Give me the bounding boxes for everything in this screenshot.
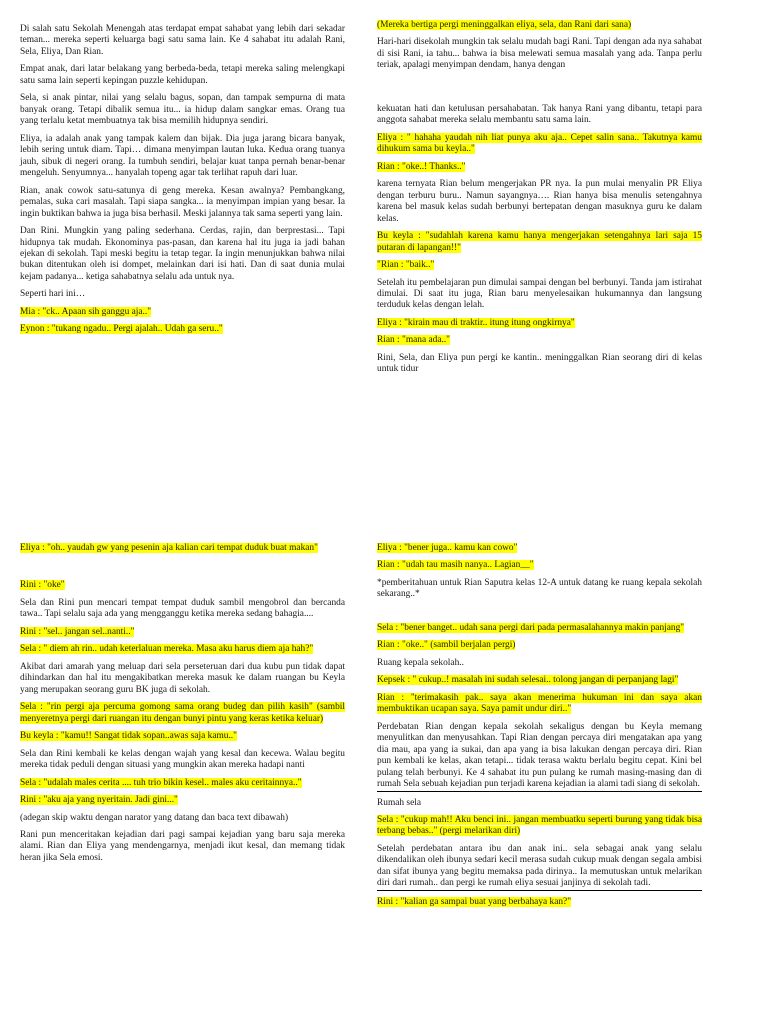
paragraph-text: Rini : "sel.. jangan sel..nanti.." [20, 626, 135, 637]
paragraph-text: Sela, si anak pintar, nilai yang selalu bagus, sopan, dan tampak sempurna di mata banyak orang. Tetapi dibalik semua itu... ia hidup dalam sangkar emas. Orang tua yang terlalu ketat membuatnya tak bisa memilih hidupnya sendiri. [20, 93, 345, 127]
paragraph-text: Di salah satu Sekolah Menengah atas terdapat empat sahabat yang lebih dari sekadar teman... mereka seperti keluarga bagi satu sama lain. Ke 4 sahabat itu adalah Rani, Sela, Eliya, Dan Rian. [20, 24, 345, 57]
narrative-paragraph [20, 598, 345, 621]
narrative-paragraph [20, 662, 345, 696]
paragraph-text: kekuatan hati dan ketulusan persahabatan. Tak hanya Rani yang dibantu, tetapi para anggota sahabat mereka selalu membantu satu sama lain. [377, 103, 702, 126]
dialogue-line [377, 815, 702, 838]
dialogue-line [377, 897, 702, 908]
paragraph-text: (Mereka bertiga pergi meninggalkan eliya, sela, dan Rani dari sana) [377, 20, 632, 30]
narrative-paragraph [377, 179, 702, 225]
column-bottom-left [20, 543, 345, 870]
paragraph-text: Rian, anak cowok satu-satunya di geng mereka. Kesan awalnya? Pembangkang, pemalas, suka cari masalah. Tapi siapa sangka... ia menyimpan impian yang besar. Ia ingin buktikan bahwa ia juga bisa berhasil. Meski jalannya tak sama seperti yang lain. [20, 185, 345, 219]
dialogue-line [377, 231, 702, 254]
paragraph-text: Rumah sela [377, 797, 422, 808]
narrative-paragraph [377, 798, 702, 809]
paragraph-text: Perdebatan Rian dengan kepala sekolah sekaligus dengan bu Keyla memang menyulitkan dan menyusahkan. Tapi Rian dengan percaya diri mengatakan apa yang dia mau, apa yang ia sukai, dan apa yang ia bisa lakukan dengan percaya diri. Rian pun kembali ke kelas, akan tetapi... tidak terasa waktu berlalu begitu cepat. Kini bel pulang telah berbunyi. Ke 4 sahabat itu pun pulang ke rumah masing-masing dan di rumah Sela sebuah kejadian pun terjadi karena kejadian ia alami tadi siang di sekolah. [377, 721, 702, 790]
paragraph-text: Dan Rini. Mungkin yang paling sederhana. Cerdas, rajin, dan berprestasi... Tapi hidupnya tak mudah. Ekonominya pas-pasan, dan karena hal itu juga ia jadi bahan ejekan di sekolah. Tapi meski begitu ia tetap tegar. Ia ingin menunjukkan bahwa nilai bukan ditentukan oleh isi dompet, melainkan dari isi hati. Dan di saat dunia mulai kejam padanya... ketiga sahabatnya selalu ada untuk nya. [20, 226, 345, 282]
dialogue-line [20, 543, 345, 554]
paragraph-text: Rian : "oke..! Thanks.." [377, 161, 466, 172]
narrative-paragraph [20, 93, 345, 127]
narrative-paragraph [20, 186, 345, 220]
narrative-paragraph [377, 104, 702, 127]
dialogue-line [377, 623, 702, 634]
dialogue-line [377, 20, 702, 31]
paragraph-text: Rini : "aku aja yang nyeritain. Jadi gini..." [20, 795, 178, 806]
paragraph-text: Sela : "udalah males cerita .... tuh trio bikin kesel.. males aku ceritainnya.." [20, 777, 302, 788]
narrative-paragraph [377, 844, 702, 891]
dialogue-line [377, 335, 702, 346]
paragraph-text: Kepsek : " cukup..! masalah ini sudah selesai.. tolong jangan di perpanjang lagi" [377, 675, 679, 686]
paragraph-text: Bu keyla : "kamu!! Sangat tidak sopan..awas saja kamu.." [20, 731, 237, 742]
dialogue-line [377, 318, 702, 329]
narrative-paragraph [20, 134, 345, 180]
paragraph-text: Sela : "cukup mah!! Aku benci ini.. jangan membuatku seperti burung yang tidak bisa terbang bebas.." (pergi melarikan diri) [377, 814, 702, 837]
narrative-paragraph [377, 578, 702, 601]
narrative-paragraph [377, 278, 702, 312]
dialogue-line [20, 702, 345, 725]
dialogue-line [377, 162, 702, 173]
narrative-paragraph [377, 37, 702, 71]
paragraph-text: Akibat dari amarah yang meluap dari sela perseteruan dari dua kubu pun tidak dapat dihindarkan dan hal itu mengakibatkan mereka masuk ke dalam ruangan bu Keyla yang merupakan seorang guru BK juga di sekolah. [20, 661, 345, 695]
dialogue-line [20, 580, 345, 591]
paragraph-text: Sela : "bener banget.. udah sana pergi dari pada permasalahannya makin panjang" [377, 622, 685, 633]
paragraph-text: Eliya : "oh.. yaudah gw yang pesenin aja kalian cari tempat duduk buat makan" [20, 543, 318, 553]
paragraph-text: Sela : " diem ah rin.. udah keterlaluan mereka. Masa aku harus diem aja hah?" [20, 644, 314, 655]
dialogue-line [377, 543, 702, 554]
paragraph-text: Setelah perdebatan antara ibu dan anak ini.. sela sebagai anak yang selalu dikendalikan oleh ibunya sedari kecil merasa sudah cukup muak dengan segala ambisi dan sifat ibunya yang begitu memaksa pada dirinya.. Ia memutuskan untuk melarikan diri dari rumah.. dan pergi ke rumah eliya sesuai janjinya di sekolah tadi. [377, 843, 702, 889]
paragraph-text: Sela : "rin pergi aja percuma gomong sama orang budeg dan pilih kasih" (sambil menyeretnya pergi dari ruangan itu dengan bunyi pintu yang keras ketika keluar) [20, 702, 345, 724]
dialogue-line [20, 324, 345, 335]
paragraph-text: Eliya : "kirain mau di traktir.. itung itung ongkirnya" [377, 317, 575, 328]
paragraph-text: Rian : "terimakasih pak.. saya akan menerima hukuman ini dan saya akan membuktikan ucapan saya. Saya pamit undur diri.." [377, 692, 702, 715]
paragraph-text: Sela dan Rini kembali ke kelas dengan wajah yang kesal dan kecewa. Walau begitu mereka tidak peduli dengan situasi yang mungkin akan mereka hadapi nanti [20, 748, 345, 771]
paragraph-text: Empat anak, dari latar belakang yang berbeda-beda, tetapi mereka saling melengkapi satu sama lain seperti kepingan puzzle kehidupan. [20, 64, 345, 86]
narrative-paragraph [20, 749, 345, 772]
paragraph-text: "Rian : "baik.." [377, 260, 435, 271]
paragraph-text: Eynon : "tukang ngadu.. Pergi ajalah.. Udah ga seru.." [20, 324, 223, 335]
paragraph-text: Eliya, ia adalah anak yang tampak kalem dan bijak. Dia juga jarang bicara banyak, lebih sering untuk diam. Tapi… dimana menyimpan lautan luka. Kedua orang tuanya jauh, sibuk di negeri orang. Ia tumbuh sendiri, belajar kuat tanpa pernah benar-benar mengeluh. Senyumnya... hanyalah topeng agar tak terlihat rapuh dari luar. [20, 133, 345, 179]
paragraph-text: Rini : "kalian ga sampai buat yang berbahaya kan?" [377, 896, 572, 907]
dialogue-line [20, 795, 345, 806]
column-top-left [20, 24, 345, 342]
dialogue-line [377, 260, 702, 271]
narrative-paragraph [20, 830, 345, 864]
dialogue-line [377, 133, 702, 156]
paragraph-text: Sela dan Rini pun mencari tempat tempat duduk sambil mengobrol dan bercanda tawa.. Tapi selalu saja ada yang mengganggu ketika mereka sedang bahagia.... [20, 597, 345, 620]
narrative-paragraph [20, 813, 345, 824]
narrative-paragraph [20, 24, 345, 58]
paragraph-text: Eliya : "bener juga.. kamu kan cowo" [377, 543, 518, 553]
dialogue-line [20, 778, 345, 789]
narrative-paragraph [377, 658, 702, 669]
paragraph-text: Bu keyla : "sudahlah karena kamu hanya mengerjakan setengahnya lari saja 15 putaran di lapangan!!" [377, 231, 702, 253]
dialogue-line [377, 693, 702, 716]
dialogue-line [377, 560, 702, 571]
dialogue-line [377, 640, 702, 651]
dialogue-line [377, 675, 702, 686]
paragraph-text: Setelah itu pembelajaran pun dimulai sampai dengan bel berbunyi. Tanda jam istirahat dimulai. Di saat itu juga, Rian baru menyelesaikan hukumannya dan langsung terduduk kelas dengan lelah. [377, 277, 702, 311]
paragraph-text: Eliya : " hahaha yaudah nih liat punya aku aja.. Cepet salin sana.. Takutnya kamu dihukum sama bu keyla.." [377, 132, 702, 155]
paragraph-text: Hari-hari disekolah mungkin tak selalu mudah bagi Rani. Tapi dengan ada nya sahabat di sisi Rani, ia tahu... bahwa ia bisa melewati semua masalah yang ada. Tanpa perlu teriak, apalagi menyimpan dendam, hanya dengan [377, 37, 702, 71]
dialogue-line [20, 731, 345, 742]
paragraph-text: Mia : "ck.. Apaan sih ganggu aja.." [20, 306, 152, 317]
paragraph-text: Rian : "oke.." (sambil berjalan pergi) [377, 640, 516, 651]
paragraph-text: Rini, Sela, dan Eliya pun pergi ke kantin.. meninggalkan Rian seorang diri di kelas untuk tidur [377, 352, 702, 375]
paragraph-text: Ruang kepala sekolah.. [377, 657, 464, 668]
column-bottom-right [377, 543, 702, 914]
narrative-paragraph [20, 226, 345, 283]
paragraph-text: Rini : "oke" [20, 580, 65, 591]
dialogue-line [20, 644, 345, 655]
paragraph-text: *pemberitahuan untuk Rian Saputra kelas 12-A untuk datang ke ruang kepala sekolah sekarang..* [377, 577, 702, 600]
paragraph-text: Rian : "mana ada.." [377, 335, 450, 346]
column-top-right [377, 20, 702, 382]
narrative-paragraph [377, 353, 702, 376]
paragraph-text: Seperti hari ini… [20, 289, 86, 300]
paragraph-text: (adegan skip waktu dengan narator yang datang dan baca text dibawah) [20, 812, 289, 823]
narrative-paragraph [377, 722, 702, 792]
paragraph-text: Rian : "udah tau masih nanya.. Lagian__" [377, 560, 534, 571]
dialogue-line [20, 627, 345, 638]
dialogue-line [20, 307, 345, 318]
paragraph-text: Rani pun menceritakan kejadian dari pagi sampai kejadian yang baru saja mereka alami. Rian dan Eliya yang mendengarnya, menjadi ikut kesal, dan memang tidak heran jika Sela emosi. [20, 829, 345, 863]
paragraph-text: karena ternyata Rian belum mengerjakan PR nya. Ia pun mulai menyalin PR Eliya dengan terburu buru.. Namun sayangnya…. Rian hanya bisa menulis setengahnya karena bel masuk kelas sudah berbunyi bertepatan dengan masuknya guru ke dalam kelas. [377, 179, 702, 224]
narrative-paragraph [20, 289, 345, 300]
narrative-paragraph [20, 64, 345, 87]
